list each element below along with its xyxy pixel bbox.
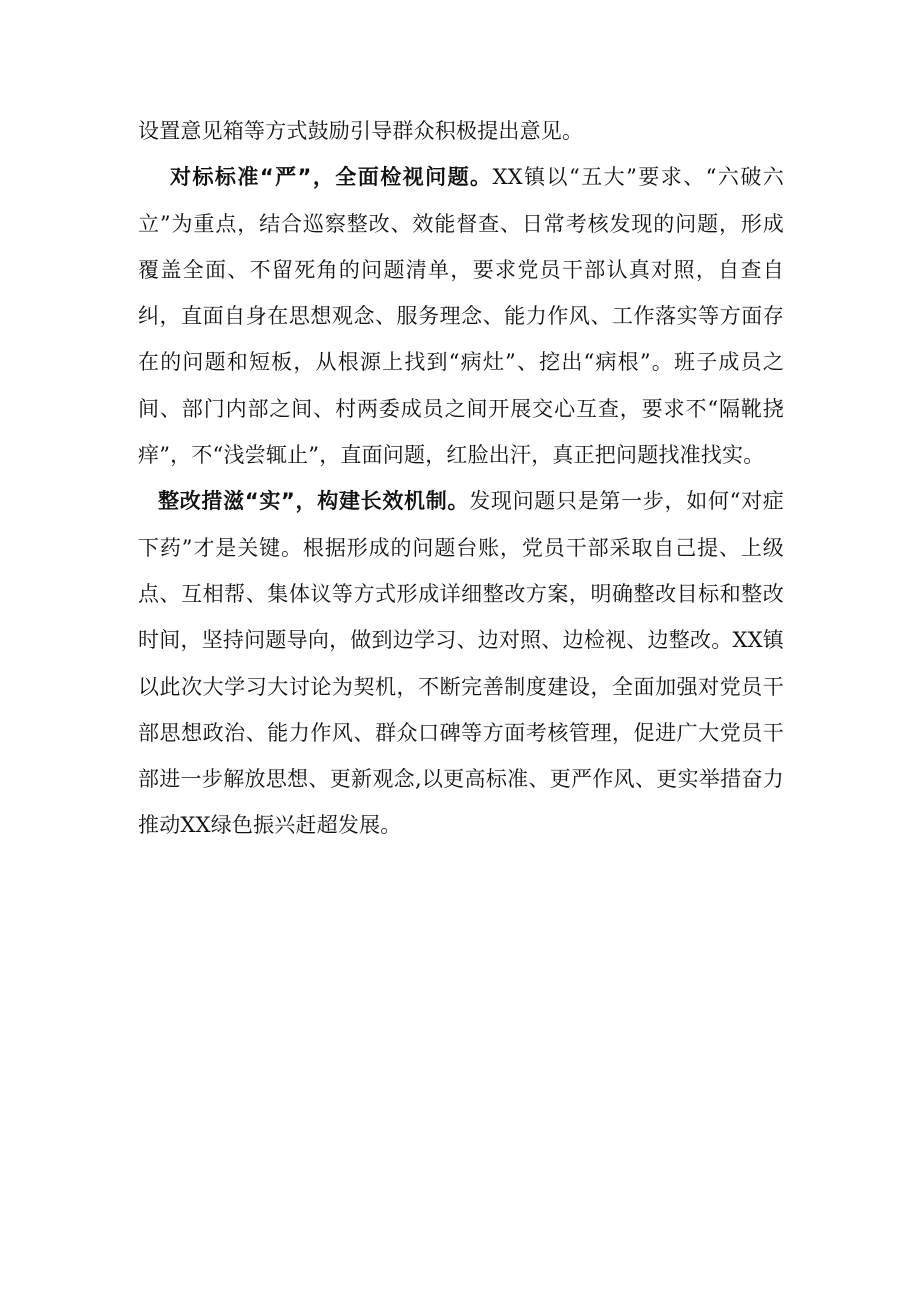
paragraph-inspect-problems bbox=[138, 154, 784, 478]
paragraph-rectification bbox=[138, 478, 784, 848]
paragraph-text: 发现问题只是第一步，如何“对症下药”才是关键。根据形成的问题台账，党员干部采取自己提、上级点、互相帮、集体议等方式形成详细整改方案，明确整改目标和整改时间，坚持问题导向，做到边学习、边对照、边检视、边整改。XX镇以此次大学习大讨论为契机，不断完善制度建设，全面加强对党员干部思想政治、能力作风、群众口碑等方面考核管理，促进广大党员干部进一步解放思想、更新观念,以更高标准、更严作风、更实举措奋力推动XX绿色振兴赶超发展。 bbox=[138, 489, 784, 838]
paragraph-text: 设置意见箱等方式鼓励引导群众积极提出意见。 bbox=[138, 119, 584, 143]
paragraph-heading: 整改措滋“实”，构建长效机制。 bbox=[158, 489, 470, 514]
paragraph-text: XX镇以“五大”要求、“六破六立”为重点，结合巡察整改、效能督查、日常考核发现的问题，形成覆盖全面、不留死角的问题清单，要求党员干部认真对照，自查自纠，直面自身在思想观念、服务理念、能力作风、工作落实等方面存在的问题和短板，从根源上找到“病灶”、挖出“病根”。班子成员之间、部门内部之间、村两委成员之间开展交心互查，要求不“隔靴挠痒”，不“浅尝辄止”，直面问题，红脸出汗，真正把问题找准找实。 bbox=[138, 165, 785, 468]
paragraph-continuation bbox=[138, 108, 784, 154]
document-body bbox=[138, 108, 784, 849]
paragraph-heading: 对标标准“严”，全面检视问题。 bbox=[170, 165, 493, 190]
